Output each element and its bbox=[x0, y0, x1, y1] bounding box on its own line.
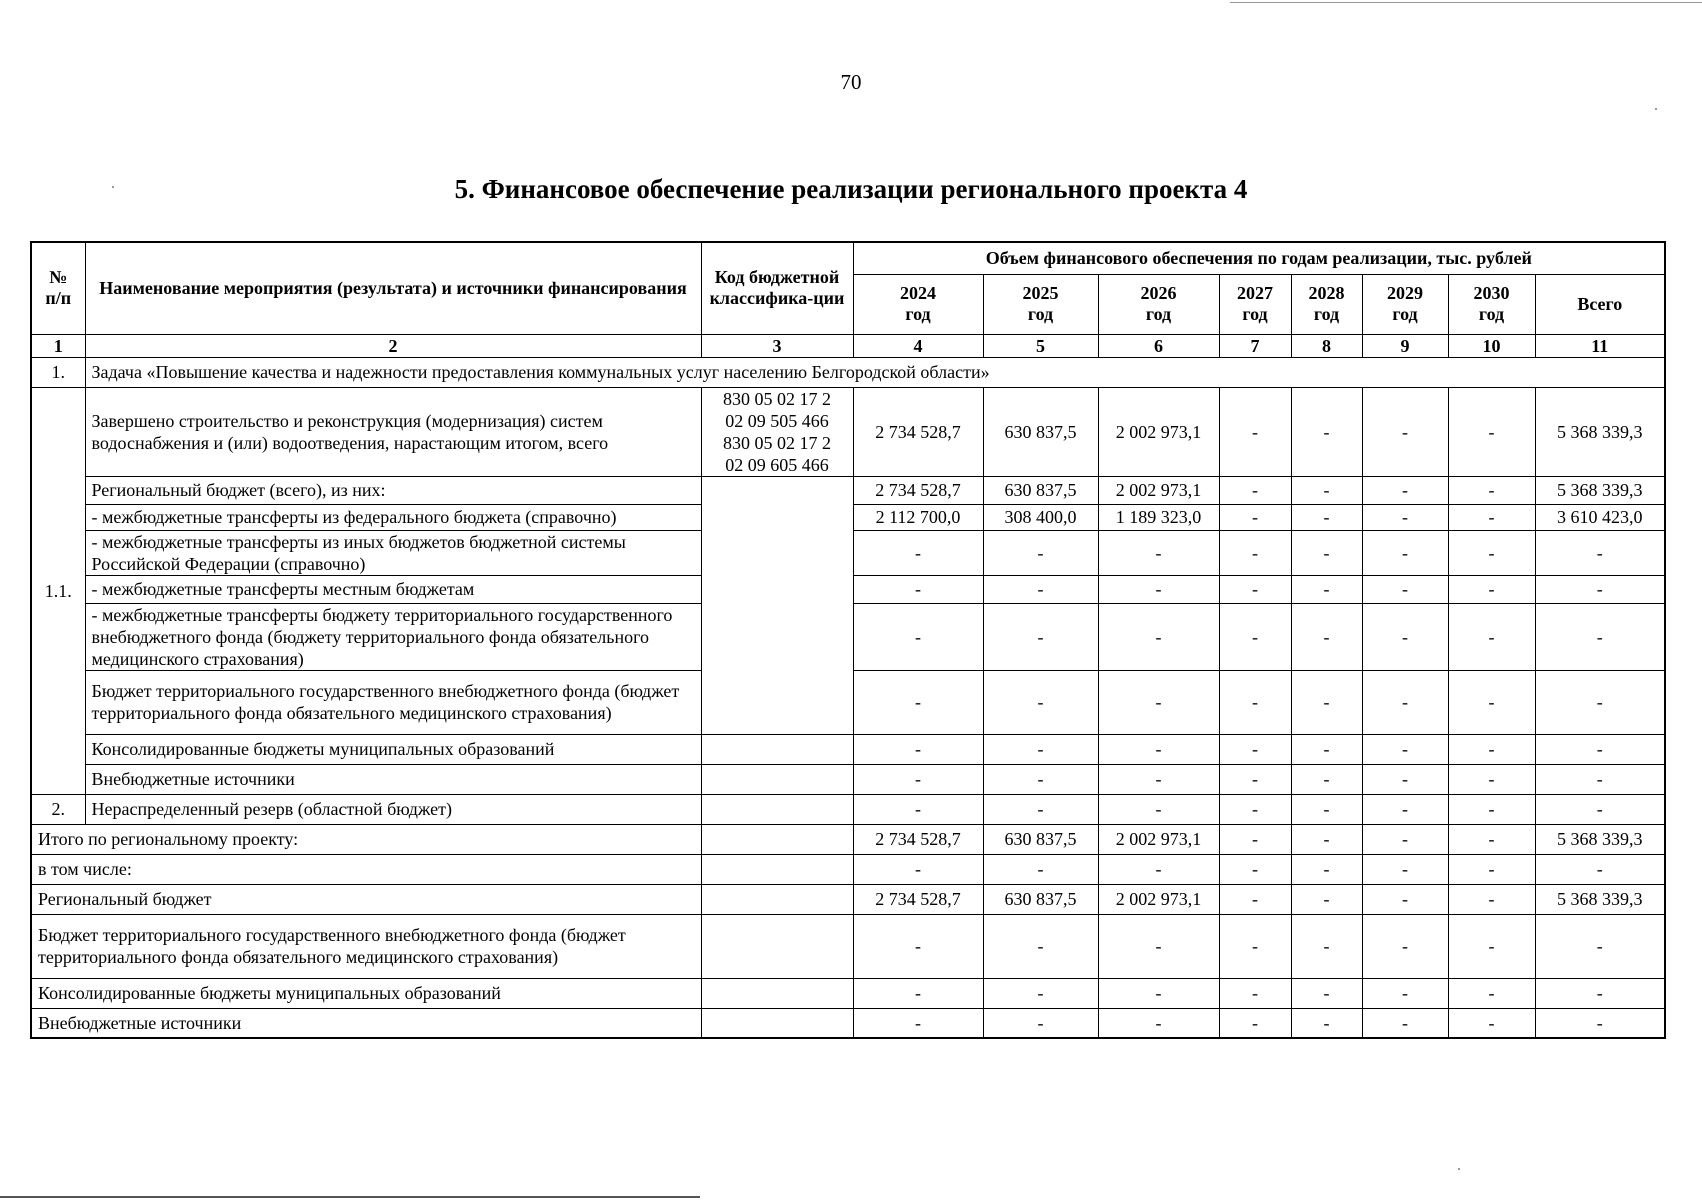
row-name: - межбюджетные трансферты из федерального бюджета (справочно) bbox=[85, 504, 701, 530]
column-number: 4 bbox=[853, 334, 983, 357]
row-name: - межбюджетные трансферты бюджету территориального государственного внебюджетного фонда (бюджету территориального фонда обязательного медицинского страхования) bbox=[85, 603, 701, 670]
value-cell: - bbox=[1098, 978, 1219, 1008]
value-cell: - bbox=[983, 794, 1098, 824]
value-cell: 2 734 528,7 bbox=[853, 476, 983, 504]
header-year: 2028 год bbox=[1291, 274, 1362, 334]
column-number: 2 bbox=[85, 334, 701, 357]
budget-code-empty bbox=[701, 734, 853, 764]
total-row bbox=[31, 1008, 1665, 1038]
budget-code-empty bbox=[701, 1008, 853, 1038]
value-cell: 2 002 973,1 bbox=[1098, 476, 1219, 504]
budget-code-empty bbox=[701, 978, 853, 1008]
value-cell: 2 002 973,1 bbox=[1098, 824, 1219, 854]
budget-code: 830 05 02 17 2 02 09 505 466 830 05 02 17 2 02 09 605 466 bbox=[701, 387, 853, 476]
value-cell: - bbox=[1219, 734, 1291, 764]
value-cell: - bbox=[1448, 670, 1535, 734]
scan-speck bbox=[1655, 108, 1657, 110]
value-cell: - bbox=[983, 1008, 1098, 1038]
value-cell: - bbox=[1362, 387, 1448, 476]
value-cell: - bbox=[853, 530, 983, 575]
row-name: Завершено строительство и реконструкция (модернизация) систем водоснабжения и (или) водоотведения, нарастающим итогом, всего bbox=[85, 387, 701, 476]
value-cell: - bbox=[1219, 914, 1291, 978]
header-code: Код бюджетной классифика-ции bbox=[701, 242, 853, 334]
value-cell: 5 368 339,3 bbox=[1535, 476, 1665, 504]
value-cell: 630 837,5 bbox=[983, 884, 1098, 914]
value-cell: - bbox=[853, 914, 983, 978]
value-cell: - bbox=[1219, 824, 1291, 854]
total-row bbox=[31, 884, 1665, 914]
value-cell: - bbox=[1219, 504, 1291, 530]
value-cell: 308 400,0 bbox=[983, 504, 1098, 530]
row-name: Консолидированные бюджеты муниципальных образований bbox=[85, 734, 701, 764]
budget-code-empty bbox=[701, 824, 853, 854]
header-year: 2025 год bbox=[983, 274, 1098, 334]
row-name: Региональный бюджет (всего), из них: bbox=[85, 476, 701, 504]
value-cell: - bbox=[1448, 530, 1535, 575]
row-number: 1. bbox=[31, 357, 85, 387]
header-num: № п/п bbox=[31, 242, 85, 334]
value-cell: 5 368 339,3 bbox=[1535, 824, 1665, 854]
column-number: 1 bbox=[31, 334, 85, 357]
scan-speck bbox=[1458, 1168, 1460, 1170]
value-cell: - bbox=[1219, 764, 1291, 794]
header-year: 2026 год bbox=[1098, 274, 1219, 334]
value-cell: - bbox=[853, 1008, 983, 1038]
value-cell: - bbox=[1219, 575, 1291, 603]
value-cell: 630 837,5 bbox=[983, 824, 1098, 854]
row-name: Консолидированные бюджеты муниципальных образований bbox=[31, 978, 701, 1008]
value-cell: - bbox=[1098, 734, 1219, 764]
value-cell: - bbox=[1362, 824, 1448, 854]
task-row bbox=[31, 357, 1665, 387]
value-cell: - bbox=[1291, 670, 1362, 734]
header-row bbox=[31, 242, 1665, 274]
value-cell: - bbox=[1291, 914, 1362, 978]
value-cell: - bbox=[1362, 734, 1448, 764]
value-cell: - bbox=[1219, 794, 1291, 824]
value-cell: - bbox=[1362, 854, 1448, 884]
value-cell: 2 002 973,1 bbox=[1098, 387, 1219, 476]
value-cell: 630 837,5 bbox=[983, 387, 1098, 476]
value-cell: - bbox=[1219, 476, 1291, 504]
value-cell: - bbox=[1448, 764, 1535, 794]
column-number: 6 bbox=[1098, 334, 1219, 357]
header-volume: Объем финансового обеспечения по годам реализации, тыс. рублей bbox=[853, 242, 1665, 274]
value-cell: - bbox=[853, 603, 983, 670]
value-cell: - bbox=[1448, 1008, 1535, 1038]
value-cell: - bbox=[1448, 387, 1535, 476]
value-cell: - bbox=[1448, 504, 1535, 530]
value-cell: - bbox=[1535, 734, 1665, 764]
value-cell: - bbox=[1362, 1008, 1448, 1038]
value-cell: - bbox=[1362, 914, 1448, 978]
value-cell: - bbox=[983, 530, 1098, 575]
row-name: Внебюджетные источники bbox=[85, 764, 701, 794]
value-cell: - bbox=[1291, 764, 1362, 794]
task-title: Задача «Повышение качества и надежности предоставления коммунальных услуг населению Белгородской области» bbox=[85, 357, 1665, 387]
value-cell: - bbox=[983, 603, 1098, 670]
value-cell: - bbox=[1535, 1008, 1665, 1038]
value-cell: - bbox=[1535, 603, 1665, 670]
scan-top-rule bbox=[1230, 2, 1702, 3]
value-cell: 2 112 700,0 bbox=[853, 504, 983, 530]
value-cell: 2 734 528,7 bbox=[853, 824, 983, 854]
source-row bbox=[31, 476, 1665, 504]
value-cell: - bbox=[1362, 603, 1448, 670]
value-cell: - bbox=[1448, 824, 1535, 854]
column-number: 9 bbox=[1362, 334, 1448, 357]
column-number-row bbox=[31, 334, 1665, 357]
value-cell: - bbox=[853, 575, 983, 603]
source-row bbox=[31, 734, 1665, 764]
value-cell: - bbox=[1098, 603, 1219, 670]
value-cell: - bbox=[1448, 884, 1535, 914]
value-cell: - bbox=[1098, 575, 1219, 603]
value-cell: 2 734 528,7 bbox=[853, 387, 983, 476]
column-number: 8 bbox=[1291, 334, 1362, 357]
value-cell: - bbox=[1362, 670, 1448, 734]
budget-code-empty bbox=[701, 854, 853, 884]
value-cell: - bbox=[1291, 854, 1362, 884]
value-cell: - bbox=[1448, 603, 1535, 670]
value-cell: - bbox=[1291, 476, 1362, 504]
total-row bbox=[31, 824, 1665, 854]
reserve-row bbox=[31, 794, 1665, 824]
value-cell: - bbox=[1291, 1008, 1362, 1038]
value-cell: - bbox=[1535, 670, 1665, 734]
value-cell: - bbox=[1448, 914, 1535, 978]
value-cell: - bbox=[1535, 914, 1665, 978]
column-number: 3 bbox=[701, 334, 853, 357]
value-cell: - bbox=[1362, 764, 1448, 794]
value-cell: - bbox=[853, 734, 983, 764]
value-cell: - bbox=[1448, 734, 1535, 764]
value-cell: - bbox=[1219, 603, 1291, 670]
row-name: Итого по региональному проекту: bbox=[31, 824, 701, 854]
value-cell: - bbox=[983, 670, 1098, 734]
value-cell: - bbox=[1535, 978, 1665, 1008]
value-cell: - bbox=[1219, 978, 1291, 1008]
value-cell: 5 368 339,3 bbox=[1535, 884, 1665, 914]
value-cell: - bbox=[1291, 575, 1362, 603]
value-cell: - bbox=[1448, 978, 1535, 1008]
value-cell: - bbox=[1535, 530, 1665, 575]
value-cell: - bbox=[1098, 914, 1219, 978]
value-cell: - bbox=[1291, 734, 1362, 764]
budget-code-empty bbox=[701, 914, 853, 978]
value-cell: - bbox=[1219, 884, 1291, 914]
page-number: 70 bbox=[840, 70, 862, 94]
value-cell: - bbox=[1291, 530, 1362, 575]
value-cell: - bbox=[1219, 670, 1291, 734]
value-cell: - bbox=[853, 854, 983, 884]
value-cell: - bbox=[1448, 575, 1535, 603]
column-number: 10 bbox=[1448, 334, 1535, 357]
row-name: Бюджет территориального государственного внебюджетного фонда (бюджет территориального фонда обязательного медицинского страхования) bbox=[85, 670, 701, 734]
header-year: 2027 год bbox=[1219, 274, 1291, 334]
value-cell: - bbox=[1535, 575, 1665, 603]
header-year: 2029 год bbox=[1362, 274, 1448, 334]
row-name: Бюджет территориального государственного внебюджетного фонда (бюджет территориального фонда обязательного медицинского страхования) bbox=[31, 914, 701, 978]
value-cell: - bbox=[1098, 764, 1219, 794]
column-number: 5 bbox=[983, 334, 1098, 357]
value-cell: - bbox=[1291, 978, 1362, 1008]
value-cell: 1 189 323,0 bbox=[1098, 504, 1219, 530]
row-name: - межбюджетные трансферты местным бюджетам bbox=[85, 575, 701, 603]
value-cell: - bbox=[1219, 1008, 1291, 1038]
value-cell: - bbox=[1219, 387, 1291, 476]
value-cell: - bbox=[1535, 854, 1665, 884]
row-name: Нераспределенный резерв (областной бюджет) bbox=[85, 794, 701, 824]
budget-code-empty bbox=[701, 884, 853, 914]
total-row bbox=[31, 914, 1665, 978]
value-cell: - bbox=[983, 575, 1098, 603]
value-cell: 630 837,5 bbox=[983, 476, 1098, 504]
header-year: 2030 год bbox=[1448, 274, 1535, 334]
value-cell: - bbox=[1098, 1008, 1219, 1038]
header-year: 2024 год bbox=[853, 274, 983, 334]
result-row bbox=[31, 387, 1665, 476]
budget-code-empty bbox=[701, 764, 853, 794]
value-cell: 3 610 423,0 bbox=[1535, 504, 1665, 530]
source-row bbox=[31, 764, 1665, 794]
value-cell: - bbox=[853, 670, 983, 734]
value-cell: - bbox=[983, 734, 1098, 764]
header-total: Всего bbox=[1535, 274, 1665, 334]
value-cell: - bbox=[1362, 575, 1448, 603]
column-number: 11 bbox=[1535, 334, 1665, 357]
value-cell: - bbox=[853, 794, 983, 824]
value-cell: - bbox=[1448, 794, 1535, 824]
value-cell: - bbox=[1219, 854, 1291, 884]
row-name: - межбюджетные трансферты из иных бюджетов бюджетной системы Российской Федерации (справочно) bbox=[85, 530, 701, 575]
value-cell: - bbox=[1362, 530, 1448, 575]
budget-code-empty bbox=[701, 794, 853, 824]
value-cell: 5 368 339,3 bbox=[1535, 387, 1665, 476]
value-cell: - bbox=[1098, 530, 1219, 575]
value-cell: - bbox=[1291, 824, 1362, 854]
value-cell: - bbox=[1291, 387, 1362, 476]
page-title: 5. Финансовое обеспечение реализации регионального проекта 4 bbox=[454, 174, 1248, 204]
total-row bbox=[31, 854, 1665, 884]
value-cell: - bbox=[1291, 794, 1362, 824]
value-cell: - bbox=[1098, 854, 1219, 884]
total-row bbox=[31, 978, 1665, 1008]
row-name: в том числе: bbox=[31, 854, 701, 884]
value-cell: - bbox=[1098, 670, 1219, 734]
value-cell: - bbox=[1362, 794, 1448, 824]
value-cell: - bbox=[1362, 978, 1448, 1008]
value-cell: - bbox=[1535, 764, 1665, 794]
value-cell: - bbox=[1219, 530, 1291, 575]
header-name: Наименование мероприятия (результата) и источники финансирования bbox=[85, 242, 701, 334]
value-cell: - bbox=[1291, 504, 1362, 530]
row-name: Внебюджетные источники bbox=[31, 1008, 701, 1038]
budget-code-empty bbox=[701, 476, 853, 734]
column-number: 7 bbox=[1219, 334, 1291, 357]
value-cell: - bbox=[983, 854, 1098, 884]
scan-bottom-rule bbox=[0, 1196, 700, 1198]
value-cell: - bbox=[1362, 476, 1448, 504]
row-number: 1.1. bbox=[31, 387, 85, 794]
value-cell: - bbox=[983, 914, 1098, 978]
value-cell: - bbox=[853, 764, 983, 794]
value-cell: - bbox=[1098, 794, 1219, 824]
value-cell: 2 002 973,1 bbox=[1098, 884, 1219, 914]
value-cell: - bbox=[1535, 794, 1665, 824]
value-cell: - bbox=[983, 764, 1098, 794]
value-cell: - bbox=[1448, 476, 1535, 504]
value-cell: - bbox=[983, 978, 1098, 1008]
row-name: Региональный бюджет bbox=[31, 884, 701, 914]
financing-table bbox=[30, 241, 1666, 1039]
value-cell: - bbox=[1362, 504, 1448, 530]
value-cell: - bbox=[853, 978, 983, 1008]
value-cell: - bbox=[1362, 884, 1448, 914]
row-number: 2. bbox=[31, 794, 85, 824]
value-cell: - bbox=[1448, 854, 1535, 884]
value-cell: - bbox=[1291, 884, 1362, 914]
value-cell: - bbox=[1291, 603, 1362, 670]
value-cell: 2 734 528,7 bbox=[853, 884, 983, 914]
